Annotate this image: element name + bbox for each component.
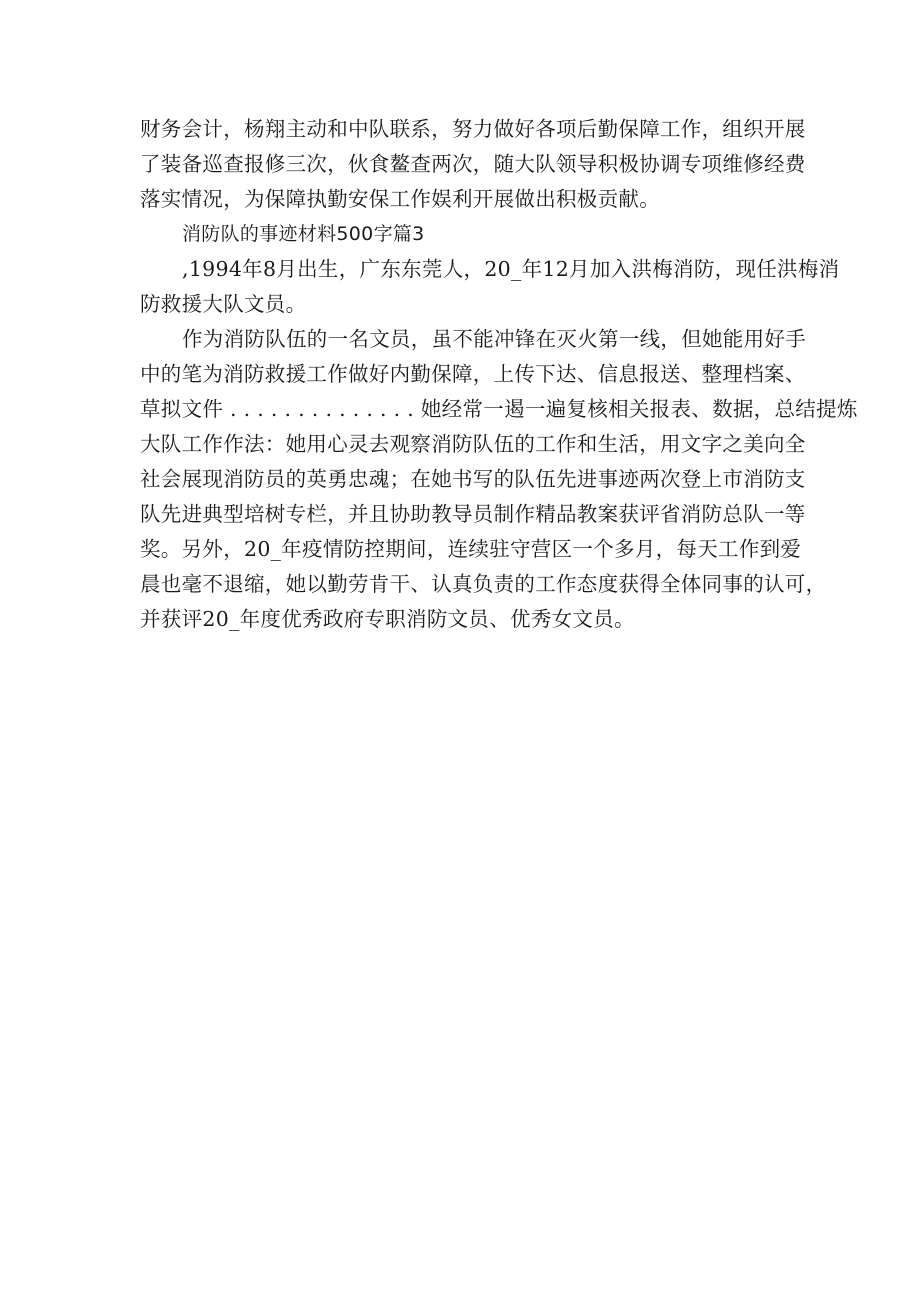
paragraph-line: 作为消防队伍的一名文员，虽不能冲锋在灭火第一线，但她能用好手 (182, 327, 806, 351)
section-heading-text: 消防队的事迹材料500字篇3 (182, 223, 425, 245)
paragraph-line: 财务会计，杨翔主动和中队联系，努力做好各项后勤保障工作，组织开展 (140, 117, 806, 141)
paragraph-line: 社会展现消防员的英勇忠魂；在她书写的队伍先进事迹两次登上市消防支 (140, 467, 806, 491)
paragraph-line: 草拟文件 . . . . . . . . . . . . . . 她经常一遏一遍复核相关报表、数据，总结提炼 (140, 397, 858, 421)
paragraph-line: ,1994年8月出生，广东东莞人，20_年12月加入洪梅消防，现任洪梅消 (182, 257, 840, 281)
paragraph-line: 落实情况，为保障执勤安保工作娱利开展做出积极贡献。 (140, 187, 660, 211)
paragraph-line: 晨也毫不退缩，她以勤劳肯干、认真负责的工作态度获得全体同事的认可， (140, 572, 827, 596)
paragraph-line: 中的笔为消防救援工作做好内勤保障，上传下达、信息报送、整理档案、 (140, 362, 806, 386)
paragraph-line: 了装备巡查报修三次，伙食鳌查两次，随大队领导积极协调专项维修经费 (140, 152, 806, 176)
paragraph-line: 奖。另外，20_年疫情防控期间，连续驻守营区一个多月，每天工作到爱 (140, 537, 802, 561)
paragraph-logistics (140, 112, 806, 217)
paragraph-line: 队先进典型培树专栏，并且协助教导员制作精品教案获评省消防总队一等 (140, 502, 806, 526)
paragraph-profile (140, 252, 840, 322)
paragraph-line: 并获评20_年度优秀政府专职消防文员、优秀女文员。 (140, 607, 635, 631)
paragraph-line: 防救援大队文员。 (140, 292, 307, 316)
paragraph-achievements (140, 322, 858, 637)
section-heading (140, 217, 782, 252)
paragraph-line: 大队工作作法：她用心灵去观察消防队伍的工作和生活，用文字之美向全 (140, 432, 806, 456)
